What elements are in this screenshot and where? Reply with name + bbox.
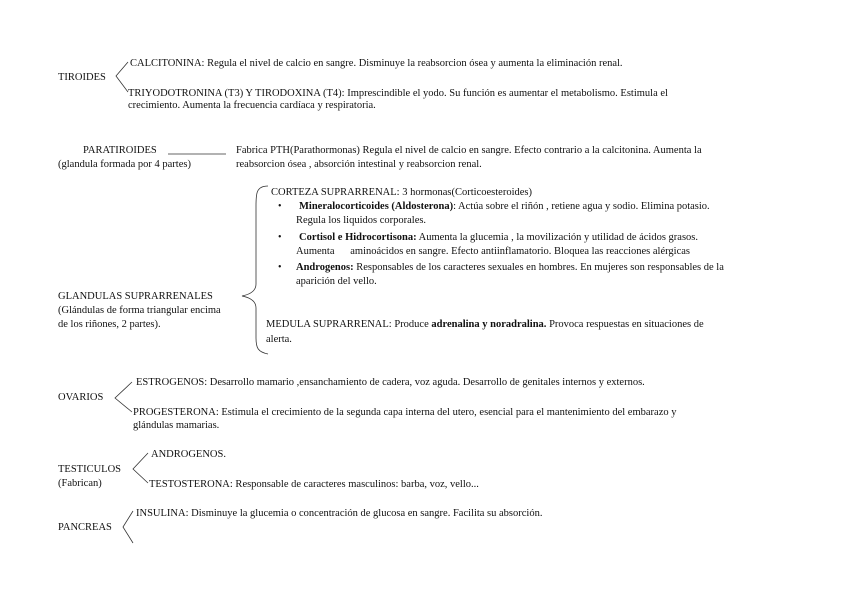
medula-pre: MEDULA SUPRARRENAL: Produce (266, 319, 432, 330)
medula-rest: Provoca respuestas en situaciones de (546, 319, 704, 330)
bullet-1-line1 (299, 200, 710, 213)
bullet-3-bold: Androgenos: (296, 262, 354, 273)
testosterona-text: TESTOSTERONA: Responsable de caracteres masculinos: barba, voz, vello... (149, 479, 479, 490)
calcitonina-text: CALCITONINA: Regula el nivel de calcio en sangre. Disminuye la reabsorcion ósea y aumenta la eliminación renal. (130, 58, 623, 69)
bullet-2-bold: Cortisol e Hidrocortisona: (299, 232, 417, 243)
corteza-title: CORTEZA SUPRARRENAL: 3 hormonas(Corticoesteroides) (271, 187, 532, 198)
bullet-3-line2: aparición del vello. (296, 276, 377, 287)
androgenos-text: ANDROGENOS. (151, 449, 226, 460)
paratiroides-text-line2: reabsorcion ósea , absorción intestinal y reabsorcion renal. (236, 159, 482, 170)
medula-line2: alerta. (266, 334, 292, 345)
testiculos-label: TESTICULOS (58, 464, 121, 475)
bullet-2-icon: • (278, 232, 282, 243)
testiculos-brace-icon (130, 453, 150, 485)
insulina-text: INSULINA: Disminuye la glucemia o concentración de glucosa en sangre. Facilita su absorción. (136, 508, 543, 519)
progesterona-text-line1: PROGESTERONA: Estimula el crecimiento de la segunda capa interna del utero, esencial para el mantenimiento del embarazo y (133, 407, 677, 418)
bullet-1-icon: • (278, 201, 282, 212)
bullet-1-bold: Mineralocorticoides (Aldosterona) (299, 201, 454, 212)
suprarrenales-sublabel-1: (Glándulas de forma triangular encima (58, 305, 221, 316)
bullet-3-rest: Responsables de los caracteres sexuales en hombres. En mujeres son responsables de la (353, 262, 724, 273)
bullet-1-line2: Regula los liquidos corporales. (296, 215, 427, 226)
bullet-2-line1 (299, 231, 698, 244)
ovarios-brace-icon (112, 382, 134, 414)
tiroides-label: TIROIDES (58, 72, 106, 83)
pancreas-label: PANCREAS (58, 522, 112, 533)
paratiroides-sublabel: (glandula formada por 4 partes) (58, 159, 191, 170)
medula-bold: adrenalina y noradralina. (431, 319, 547, 330)
paratiroides-label: PARATIROIDES (83, 145, 157, 156)
paratiroides-connector-line (168, 152, 228, 156)
bullet-1-rest: : Actúa sobre el riñón , retiene agua y sodio. Elimina potasio. (453, 201, 710, 212)
t3t4-text-line2: crecimiento. Aumenta la frecuencia cardíaca y respiratoria. (128, 100, 376, 111)
medula-line1 (266, 318, 704, 331)
suprarrenales-sublabel-2: de los riñones, 2 partes). (58, 319, 161, 330)
pancreas-brace-icon (121, 511, 135, 545)
progesterona-text-line2: glándulas mamarias. (133, 420, 220, 431)
bullet-3-line1 (296, 261, 724, 274)
testiculos-sublabel: (Fabrican) (58, 478, 102, 489)
ovarios-label: OVARIOS (58, 392, 104, 403)
suprarrenales-label: GLANDULAS SUPRARRENALES (58, 291, 213, 302)
bullet-2-line2: Aumenta aminoácidos en sangre. Efecto antiinflamatorio. Bloquea las reacciones alérgicas (296, 246, 690, 257)
bullet-3-icon: • (278, 262, 282, 273)
bullet-2-rest: Aumenta la glucemia , la movilización y utilidad de ácidos grasos. (416, 232, 699, 243)
paratiroides-text-line1: Fabrica PTH(Parathormonas) Regula el nivel de calcio en sangre. Efecto contrario a la calcitonina. Aumenta la (236, 145, 702, 156)
t3t4-text-line1: TRIYODOTRONINA (T3) Y TIRODOXINA (T4): Imprescindible el yodo. Su función es aumentar el metabolismo. Estimula el (128, 88, 668, 99)
estrogenos-text: ESTROGENOS: Desarrollo mamario ,ensanchamiento de cadera, voz aguda. Desarrollo de genitales internos y externos. (136, 377, 645, 388)
